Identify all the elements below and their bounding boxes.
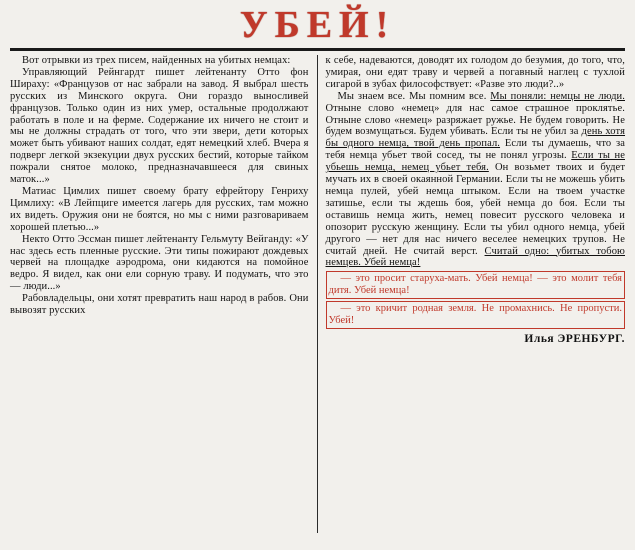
right-column: [318, 55, 626, 533]
author-signature: Илья ЭРЕНБУРГ.: [524, 332, 625, 345]
paragraph: Рабовладельцы, они хотят превратить наш народ в рабов. Они вывозят русских: [10, 293, 309, 317]
paragraph-mid-3: Он возьмет твоих и будет мучать их в своей окаянной Германии. Если ты не можешь убить немца пулей, убей немца штыком. Если на твоем участке затишье, если ты ждешь боя, убей немца до боя. Если ты оставишь немца жить, немец повесит русского человека и опозорит русскую женщину. Если ты убил одного немца, убей другого — нет для нас ничего веселее немецких трупов. Не считай дней. Не считай верст.: [325, 162, 626, 257]
underlined-phrase-2: день хотя бы одного немца, твой день пропал.: [325, 126, 626, 150]
paragraph-lead: Мы знаем все. Мы помним все.: [337, 90, 487, 102]
paragraph-mid-1: Отныне слово «немец» для нас самое страшное проклятье. Отныне слово «немец» разряжает ружье. Не будем говорить. Не будем возмущаться. Будем убивать. Если ты не убил за: [325, 102, 625, 138]
underlined-phrase-3: Если ты не убьешь немца, немец убьет тебя.: [325, 150, 625, 174]
article-columns: [10, 55, 625, 533]
title-divider: [10, 48, 625, 51]
underlined-phrase-4: Считай одно: убитых тобою немцев. Убей немца!: [325, 245, 625, 269]
red-box-line-2: — это кричит родная земля. Не промахнись. Не пропусти. Убей!: [326, 301, 626, 329]
paragraph: к себе, надеваются, доводят их голодом до безумия, до того, что, умирая, они едят траву и червей а погавный наглец с тухлой сигарой в зубах философствует: «Разве это люди?..»: [325, 55, 625, 90]
paragraph: Матиас Цимлих пишет своему брату ефрейтору Генриху Цимлиху: «В Лейпциге имеется лагерь для русских, там можно их видеть. Оружия они не боятся, но мы с ними разговариваем хорошей плетью...»: [10, 185, 309, 233]
paragraph-mid-2: Если ты думаешь, что за тебя немца убьет твой сосед, ты не понял угрозы.: [325, 138, 625, 162]
red-box-line-1: — это просит старуха-мать. Убей немца! — это молит тебя дитя. Убей немца!: [326, 271, 626, 299]
paragraph: Вот отрывки из трех писем, найденных на убитых немцах:: [22, 55, 291, 66]
underlined-phrase-1: Мы поняли: немцы не люди.: [490, 90, 625, 102]
paragraph-mixed: [326, 91, 626, 270]
paragraph: Управляющий Рейнгардт пишет лейтенанту Отто фон Шираху: «Французов от нас забрали на завод. Я выбрал шесть русских из Минского округа. Они гораздо выносливей французов. Только один из них умер, остальные продолжают работать в поле и на ферме. Содержание их ничего не стоит и мы не должны страдать от того, что эти звери, дети которых может быть убивают наших солдат, едят немецкий хлеб. Вчера я подверг легкой экзекуции двух русских бестий, которые тайком пожрали снятое молоко, предназначавшееся для свиных маток...»: [10, 66, 309, 186]
paragraph: Некто Отто Эссман пишет лейтенанту Гельмуту Вейганду: «У нас здесь есть пленные русские. Эти типы пожирают дождевых червей на площадке аэродрома, они кидаются на помойное ведро. Я видел, как они ели сорную траву. И подумать, что это — люди...»: [10, 233, 309, 293]
left-column: [10, 55, 318, 533]
page-title: УБЕЙ!: [239, 4, 396, 46]
